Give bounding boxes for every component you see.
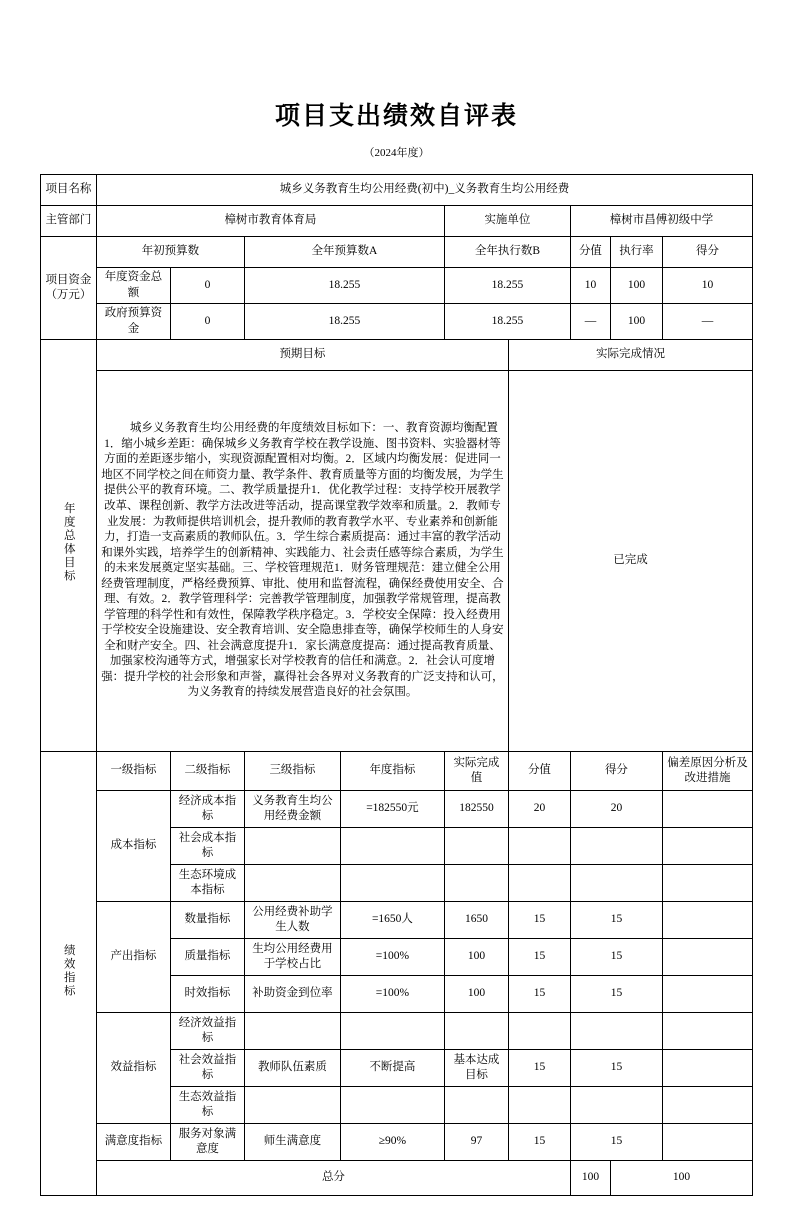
funds-row-1-score: — <box>662 304 752 340</box>
indicator-2-2-level3 <box>244 1087 340 1124</box>
department-value: 樟树市教育体育局 <box>96 206 444 237</box>
indicators-col-deviation: 偏差原因分析及改进措施 <box>662 752 752 791</box>
indicator-0-1-score-value <box>508 828 570 865</box>
indicator-3-0-score-value: 15 <box>508 1124 570 1161</box>
indicator-0-2-score <box>570 865 662 902</box>
indicator-0-0-level2: 经济成本指标 <box>170 791 244 828</box>
table-row-department <box>40 206 752 237</box>
indicator-1-0-annual: =1650人 <box>340 902 444 939</box>
goals-side-label <box>40 340 96 752</box>
indicator-2-1-actual: 基本达成目标 <box>444 1050 508 1087</box>
table-row-funds-total <box>40 268 752 304</box>
indicator-1-0-deviation <box>662 902 752 939</box>
indicators-col-level1: 一级指标 <box>96 752 170 791</box>
indicator-group-0-level1: 成本指标 <box>96 791 170 902</box>
funds-row-0-exec-rate: 100 <box>610 268 662 304</box>
indicators-col-level2: 二级指标 <box>170 752 244 791</box>
indicator-2-1-level3: 教师队伍素质 <box>244 1050 340 1087</box>
indicator-1-0-score: 15 <box>570 902 662 939</box>
indicator-2-2-actual <box>444 1087 508 1124</box>
total-score: 100 <box>610 1161 752 1196</box>
indicator-0-0-level3: 义务教育生均公用经费金额 <box>244 791 340 828</box>
indicator-1-2-annual: =100% <box>340 976 444 1013</box>
indicator-2-0-score-value <box>508 1013 570 1050</box>
funds-row-0-total: 18.255 <box>244 268 444 304</box>
indicator-0-2-level3 <box>244 865 340 902</box>
funds-col-exec-rate: 执行率 <box>610 237 662 268</box>
funds-row-1-total: 18.255 <box>244 304 444 340</box>
funds-col-year-begin: 年初预算数 <box>96 237 244 268</box>
funds-row-1-begin: 0 <box>170 304 244 340</box>
indicator-1-1-actual: 100 <box>444 939 508 976</box>
funds-row-label: 项目资金（万元） <box>40 237 96 340</box>
indicator-3-0-deviation <box>662 1124 752 1161</box>
page-title: 项目支出绩效自评表 <box>274 103 518 130</box>
indicator-0-2-annual <box>340 865 444 902</box>
indicators-col-actual: 实际完成值 <box>444 752 508 791</box>
indicator-2-1-annual: 不断提高 <box>340 1050 444 1087</box>
indicator-2-0-level2: 经济效益指标 <box>170 1013 244 1050</box>
indicator-2-1-level2: 社会效益指标 <box>170 1050 244 1087</box>
funds-col-year-total: 全年预算数A <box>244 237 444 268</box>
funds-row-0-exec: 18.255 <box>444 268 570 304</box>
indicator-1-1-deviation <box>662 939 752 976</box>
indicators-col-level3: 三级指标 <box>244 752 340 791</box>
indicator-2-2-deviation <box>662 1087 752 1124</box>
funds-row-1-label: 政府预算资金 <box>96 304 170 340</box>
indicator-3-0-actual: 97 <box>444 1124 508 1161</box>
indicators-side-label-text: 绩效指标 <box>62 943 75 998</box>
performance-self-evaluation-table <box>40 174 753 1196</box>
indicators-col-score-value: 分值 <box>508 752 570 791</box>
table-row <box>40 902 752 939</box>
table-row-funds-header <box>40 237 752 268</box>
indicator-0-1-deviation <box>662 828 752 865</box>
total-label: 总分 <box>96 1161 570 1196</box>
indicators-col-score: 得分 <box>570 752 662 791</box>
indicator-3-0-score: 15 <box>570 1124 662 1161</box>
page <box>0 96 793 1218</box>
funds-col-score-value: 分值 <box>570 237 610 268</box>
funds-row-0-label: 年度资金总额 <box>96 268 170 304</box>
funds-row-0-score: 10 <box>662 268 752 304</box>
indicator-0-0-actual: 182550 <box>444 791 508 828</box>
indicator-0-0-deviation <box>662 791 752 828</box>
indicator-1-1-score-value: 15 <box>508 939 570 976</box>
indicator-0-1-actual <box>444 828 508 865</box>
funds-row-0-score-value: 10 <box>570 268 610 304</box>
indicator-1-1-level3: 生均公用经费用于学校占比 <box>244 939 340 976</box>
page-subtitle: （2024年度） <box>363 147 430 159</box>
indicator-1-2-actual: 100 <box>444 976 508 1013</box>
indicators-col-annual: 年度指标 <box>340 752 444 791</box>
table-row-funds-government <box>40 304 752 340</box>
funds-row-1-exec: 18.255 <box>444 304 570 340</box>
total-score-value: 100 <box>570 1161 610 1196</box>
indicator-0-1-level2: 社会成本指标 <box>170 828 244 865</box>
indicator-1-2-level3: 补助资金到位率 <box>244 976 340 1013</box>
indicator-2-2-level2: 生态效益指标 <box>170 1087 244 1124</box>
unit-label: 实施单位 <box>444 206 570 237</box>
indicator-0-0-score: 20 <box>570 791 662 828</box>
funds-row-1-score-value: — <box>570 304 610 340</box>
indicator-group-1-level1: 产出指标 <box>96 902 170 1013</box>
project-name-label: 项目名称 <box>40 175 96 206</box>
indicator-1-0-score-value: 15 <box>508 902 570 939</box>
indicator-2-2-annual <box>340 1087 444 1124</box>
indicators-side-label <box>40 752 96 1196</box>
indicator-2-0-score <box>570 1013 662 1050</box>
unit-value: 樟树市昌傅初级中学 <box>570 206 752 237</box>
indicator-group-2-level1: 效益指标 <box>96 1013 170 1124</box>
indicator-0-2-level2: 生态环境成本指标 <box>170 865 244 902</box>
indicator-1-2-level2: 时效指标 <box>170 976 244 1013</box>
indicator-1-1-annual: =100% <box>340 939 444 976</box>
indicator-2-2-score <box>570 1087 662 1124</box>
indicator-0-2-actual <box>444 865 508 902</box>
indicator-3-0-level2: 服务对象满意度 <box>170 1124 244 1161</box>
indicator-3-0-level3: 师生满意度 <box>244 1124 340 1161</box>
indicator-0-2-score-value <box>508 865 570 902</box>
indicator-2-1-score: 15 <box>570 1050 662 1087</box>
project-name-value: 城乡义务教育生均公用经费(初中)_义务教育生均公用经费 <box>96 175 752 206</box>
indicator-2-2-score-value <box>508 1087 570 1124</box>
indicator-0-2-deviation <box>662 865 752 902</box>
funds-row-1-exec-rate: 100 <box>610 304 662 340</box>
indicator-2-1-deviation <box>662 1050 752 1087</box>
indicator-1-2-score-value: 15 <box>508 976 570 1013</box>
table-row <box>40 1124 752 1161</box>
indicator-0-1-annual <box>340 828 444 865</box>
indicator-1-2-score: 15 <box>570 976 662 1013</box>
indicator-1-0-actual: 1650 <box>444 902 508 939</box>
indicator-3-0-annual: ≥90% <box>340 1124 444 1161</box>
table-row <box>40 1013 752 1050</box>
funds-row-0-begin: 0 <box>170 268 244 304</box>
goals-actual-header: 实际完成情况 <box>508 340 752 371</box>
department-label: 主管部门 <box>40 206 96 237</box>
table-row-indicators-header <box>40 752 752 791</box>
indicator-2-1-score-value: 15 <box>508 1050 570 1087</box>
indicator-1-0-level3: 公用经费补助学生人数 <box>244 902 340 939</box>
indicator-0-0-score-value: 20 <box>508 791 570 828</box>
table-row-total <box>40 1161 752 1196</box>
funds-col-year-exec: 全年执行数B <box>444 237 570 268</box>
table-row-goals-header <box>40 340 752 371</box>
indicator-1-1-score: 15 <box>570 939 662 976</box>
goals-expected-header: 预期目标 <box>96 340 508 371</box>
indicator-1-1-level2: 质量指标 <box>170 939 244 976</box>
goals-side-label-text: 年度总体目标 <box>62 502 75 584</box>
indicator-1-2-deviation <box>662 976 752 1013</box>
indicator-group-3-level1: 满意度指标 <box>96 1124 170 1161</box>
table-row-project-name <box>40 175 752 206</box>
indicator-2-0-level3 <box>244 1013 340 1050</box>
indicator-0-0-annual: =182550元 <box>340 791 444 828</box>
indicator-2-0-actual <box>444 1013 508 1050</box>
table-row <box>40 791 752 828</box>
indicator-0-1-level3 <box>244 828 340 865</box>
indicator-2-0-annual <box>340 1013 444 1050</box>
goals-actual-text: 已完成 <box>508 371 752 752</box>
table-row-goals-body <box>40 371 752 752</box>
goals-expected-text: 城乡义务教育生均公用经费的年度绩效目标如下：一、教育资源均衡配置1．缩小城乡差距：确保城乡义务教育学校在教学设施、图书资料、实验器材等方面的差距逐步缩小，实现资源配置相对均衡。2．区域内均衡发展：促进同一地区不同学校之间在师资力量、教学条件、教育质量等方面的均衡发展，为学生提供公平的教育环境。二、教学质量提升1．优化教学过程：支持学校开展教学改革、课程创新、教学方法改进等活动，提高课堂教学效率和质量。2．教师专业发展：为教师提供培训机会，提升教师的教育教学水平、专业素养和创新能力，打造一支高素质的教师队伍。3．学生综合素质提高：通过丰富的教学活动和课外实践，培养学生的创新精神、实践能力、社会责任感等综合素质，为学生的未来发展奠定坚实基础。三、学校管理规范1．财务管理规范：建立健全公用经费管理制度，严格经费预算、审批、使用和监督流程，确保经费使用安全、合理、有效。2．教学管理科学：完善教学管理制度，加强教学常规管理，提高教学管理的科学性和有效性，保障教学秩序稳定。3．学校安全保障：投入经费用于学校安全设施建设、安全教育培训、安全隐患排查等，确保学校师生的人身安全和财产安全。四、社会满意度提升1．家长满意度提高：通过提高教育质量、加强家校沟通等方式，增强家长对学校教育的信任和满意。2．社会认可度增强：提升学校的社会形象和声誉，赢得社会各界对义务教育的广泛支持和认可，为义务教育的持续发展营造良好的社会氛围。 <box>96 371 508 752</box>
indicator-0-1-score <box>570 828 662 865</box>
indicator-2-0-deviation <box>662 1013 752 1050</box>
indicator-1-0-level2: 数量指标 <box>170 902 244 939</box>
funds-col-score: 得分 <box>662 237 752 268</box>
